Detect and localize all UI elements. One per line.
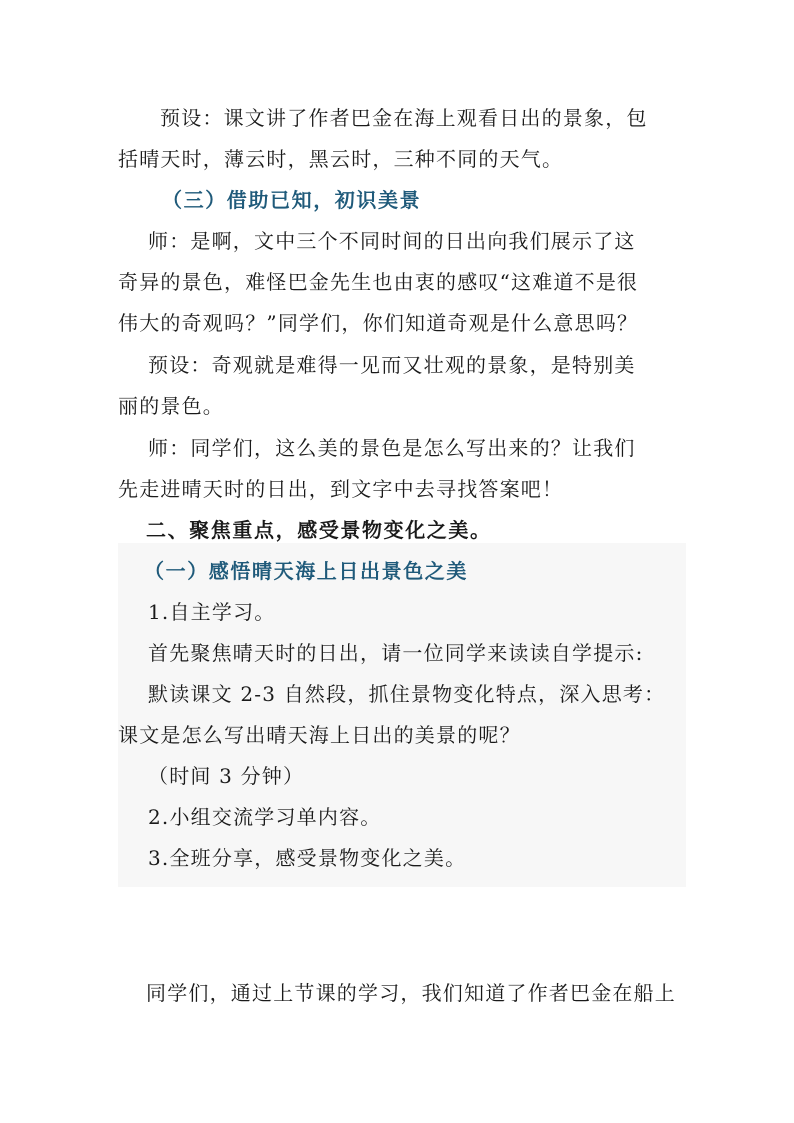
section-heading: 二、聚焦重点，感受景物变化之美。 xyxy=(146,518,492,542)
paragraph-teacher-2 xyxy=(118,428,684,510)
text-line: 伟大的奇观吗？”同学们，你们知道奇观是什么意思吗？ xyxy=(118,311,639,335)
paragraph-preset-2 xyxy=(118,345,684,427)
step-item: 3.全班分享，感受景物变化之美。 xyxy=(148,846,467,870)
text-line: 师：是啊，文中三个不同时间的日出向我们展示了这 xyxy=(148,229,636,253)
text-line: 首先聚焦晴天时的日出，请一位同学来读读自学提示: xyxy=(148,641,644,665)
text-line: 丽的景色。 xyxy=(118,394,224,418)
subsection-heading: （一）感悟晴天海上日出景色之美 xyxy=(144,559,468,583)
paragraph-tail xyxy=(118,973,684,1014)
paragraph-teacher-1 xyxy=(118,221,684,344)
heading-section-two xyxy=(118,510,684,551)
paragraph-preset-1 xyxy=(118,98,684,180)
steps-list xyxy=(118,592,684,879)
heading-section-3 xyxy=(118,180,684,221)
time-note: （时间 3 分钟） xyxy=(148,764,305,788)
text-line: 师：同学们，这么美的景色是怎么写出来的？让我们 xyxy=(148,436,636,460)
step-item: 2.小组交流学习单内容。 xyxy=(148,805,382,829)
text-line: 奇异的景色，难怪巴金先生也由衷的感叹“这难道不是很 xyxy=(118,270,639,294)
text-line: 同学们，通过上节课的学习，我们知道了作者巴金在船上 xyxy=(146,981,676,1005)
text-line: 预设：课文讲了作者巴金在海上观看日出的景象，包 xyxy=(160,106,648,130)
text-line: 预设：奇观就是难得一见而又壮观的景象，是特别美 xyxy=(148,353,636,377)
subheading-one xyxy=(118,551,684,592)
step-item: 1.自主学习。 xyxy=(148,600,276,624)
text-line: 课文是怎么写出晴天海上日出的美景的呢？ xyxy=(118,723,521,747)
text-line: 默读课文 2-3 自然段，抓住景物变化特点，深入思考： xyxy=(148,682,666,706)
section-heading: （三）借助已知，初识美景 xyxy=(162,188,422,212)
text-line: 括晴天时，薄云时，黑云时，三种不同的天气。 xyxy=(118,147,564,171)
text-line: 先走进晴天时的日出，到文字中去寻找答案吧！ xyxy=(118,477,564,501)
